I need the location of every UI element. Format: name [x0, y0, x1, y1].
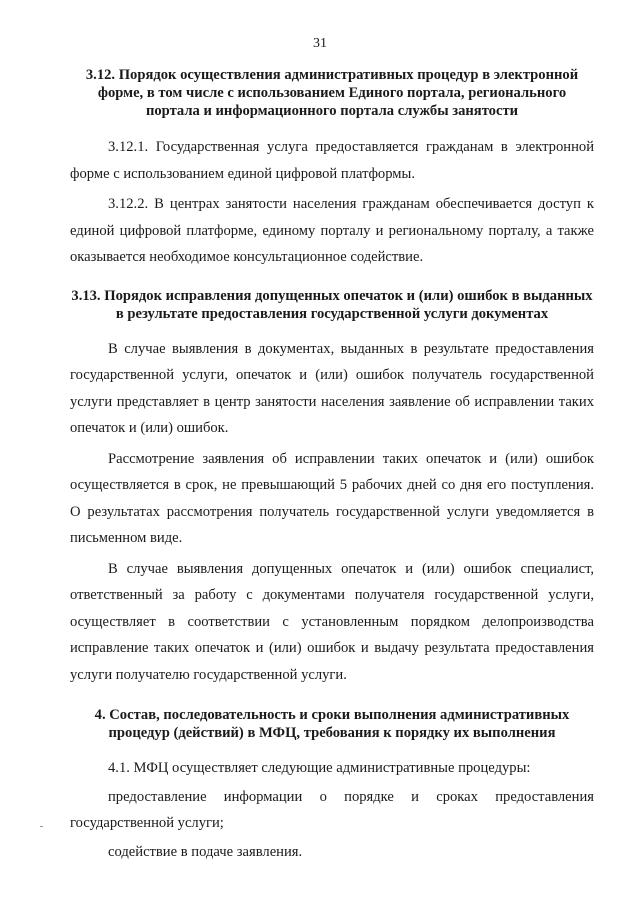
paragraph-4-1-item-1: предоставление информации о порядке и сроках предоставления государственной услуги;: [70, 788, 594, 831]
page-number: 31: [313, 36, 327, 51]
paragraph-3-13-3: В случае выявления допущенных опечаток и (или) ошибок специалист, ответственный за работу с документами получателя государственной услуги, осуществляет в соответствии с установленным порядком делопроизводства исправление таких опечаток и (или) ошибок и выдачу результата предоставления услуги получателю государственной услуги.: [70, 560, 594, 683]
section-3-13-heading: 3.13. Порядок исправления допущенных опечаток и (или) ошибок в выданных в результате предоставления государственной услуги документах: [71, 287, 593, 322]
paragraph-3-12-1: 3.12.1. Государственная услуга предоставляется гражданам в электронной форме с использованием единой цифровой платформы.: [70, 139, 594, 182]
paragraph-4-1-item-2: содействие в подаче заявления.: [108, 843, 303, 860]
paragraph-3-12-2: 3.12.2. В центрах занятости населения гражданам обеспечивается доступ к единой цифровой платформе, единому порталу и региональному порталу, а также оказывается необходимое консультационное содействие.: [70, 196, 594, 265]
paragraph-3-13-2: Рассмотрение заявления об исправлении таких опечаток и (или) ошибок осуществляется в срок, не превышающий 5 рабочих дней со дня его поступления. О результатах рассмотрения получатель государственной услуги уведомляется в письменном виде.: [70, 450, 594, 546]
section-4-heading: 4. Состав, последовательность и сроки выполнения административных процедур (действий) в МФЦ, требования к порядку их выполнения: [94, 707, 570, 741]
section-3-12-heading: 3.12. Порядок осуществления административных процедур в электронной форме, в том числе с использованием Единого портала, регионального портала и информационного портала службы занятости: [85, 67, 579, 119]
paragraph-3-13-1: В случае выявления в документах, выданных в результате предоставления государственной услуги, опечаток и (или) ошибок получатель государственной услуги представляет в центр занятости населения заявление об исправлении таких опечаток и (или) ошибок.: [70, 340, 594, 436]
scan-mark: [40, 826, 43, 827]
document-body: [70, 66, 594, 865]
paragraph-4-1: 4.1. МФЦ осуществляет следующие административные процедуры:: [108, 760, 531, 776]
